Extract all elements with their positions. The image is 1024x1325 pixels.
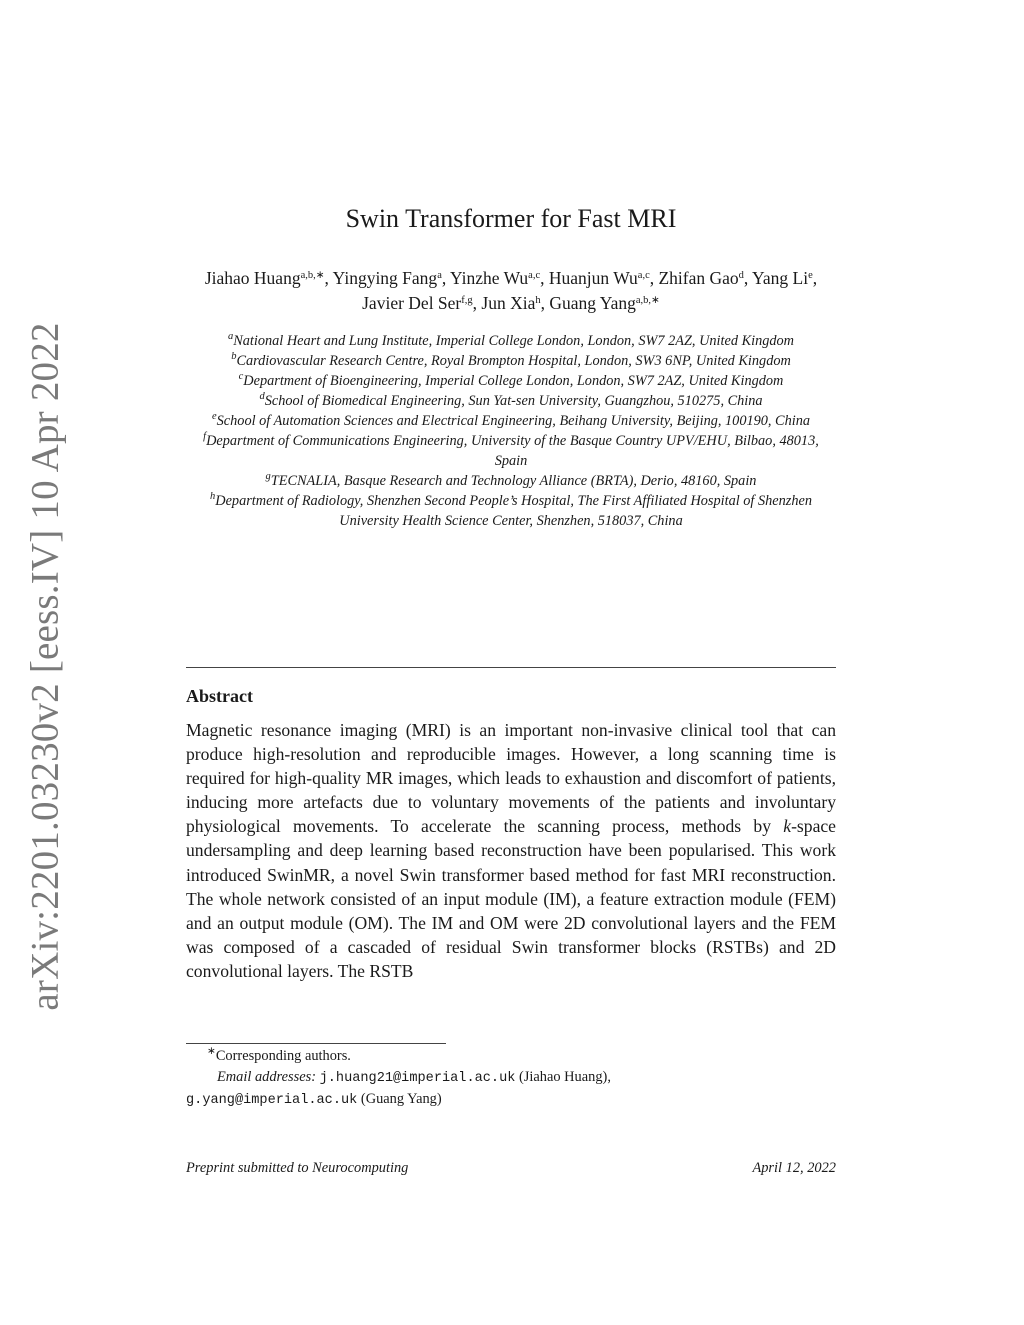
author-affiliation-mark: a,c bbox=[528, 270, 541, 281]
affiliation-text: TECNALIA, Basque Research and Technology Alliance (BRTA), Derio, 48160, Spain bbox=[270, 473, 757, 489]
author-list bbox=[186, 266, 836, 316]
affiliation-f bbox=[186, 431, 836, 471]
affiliation-g bbox=[186, 471, 836, 491]
abstract-text-part-1: Magnetic resonance imaging (MRI) is an important non-invasive clinical tool that can produce high-resolution and reproducible images. However, a long scanning time is required for high-quality MR images, which leads to exhaustion and discomfort of patients, inducing more artefacts due to voluntary movements of the patients and involuntary physiological movements. To accelerate the scanning process, methods by bbox=[186, 720, 836, 837]
arxiv-identifier: arXiv:2201.03230v2 [eess.IV] 10 Apr 2022 bbox=[23, 321, 67, 1011]
affiliation-mark: a bbox=[227, 331, 234, 342]
footnote-separator bbox=[186, 1043, 446, 1044]
author-affiliation-mark: a bbox=[437, 270, 442, 281]
author-separator: , bbox=[540, 293, 550, 313]
corresponding-text: Corresponding authors. bbox=[215, 1048, 351, 1064]
email-footnote bbox=[186, 1067, 836, 1090]
author-name: Huanjun Wu bbox=[548, 268, 638, 288]
author-affiliation-mark: d bbox=[738, 270, 744, 281]
affiliation-text: Department of Bioengineering, Imperial College London, London, SW7 2AZ, United Kingdom bbox=[243, 373, 784, 389]
affiliation-mark: d bbox=[259, 391, 265, 402]
affiliation-c bbox=[186, 371, 836, 391]
affiliation-h bbox=[186, 491, 836, 531]
author-separator: , bbox=[472, 293, 482, 313]
author-separator: , bbox=[812, 268, 818, 288]
email-label: Email addresses: bbox=[217, 1068, 316, 1085]
author-affiliation-mark: f,g bbox=[461, 295, 473, 306]
affiliation-text: School of Biomedical Engineering, Sun Yat-sen University, Guangzhou, 510275, China bbox=[264, 393, 763, 409]
author-name: Guang Yang bbox=[549, 293, 636, 313]
corresponding-footnote bbox=[186, 1046, 836, 1067]
author-name: Yang Li bbox=[752, 268, 809, 288]
footer-date: April 12, 2022 bbox=[752, 1160, 836, 1176]
author-separator: , bbox=[441, 268, 450, 288]
arxiv-sidebar bbox=[22, 321, 68, 1011]
affiliation-text: Department of Radiology, Shenzhen Second People’s Hospital, The First Affiliated Hospital of Shenzhen University Health Science Center, Shenzhen, 518037, China bbox=[215, 493, 812, 529]
affiliation-mark: h bbox=[210, 491, 216, 502]
affiliation-e bbox=[186, 411, 836, 431]
author-name: Jiahao Huang bbox=[204, 268, 301, 288]
author-separator: , bbox=[324, 268, 333, 288]
page-footer bbox=[186, 1160, 836, 1177]
footnote-mark: ∗ bbox=[207, 1046, 216, 1057]
abstract-body bbox=[186, 718, 836, 983]
author-separator: , bbox=[540, 268, 549, 288]
title-separator bbox=[186, 667, 836, 668]
email-owner-2: (Guang Yang) bbox=[357, 1091, 442, 1107]
author-name: Yingying Fang bbox=[332, 268, 438, 288]
affiliation-mark: f bbox=[203, 431, 207, 442]
affiliation-d bbox=[186, 391, 836, 411]
abstract-k-symbol: k bbox=[783, 816, 792, 837]
affiliation-a bbox=[186, 331, 836, 351]
affiliation-text: School of Automation Sciences and Electrical Engineering, Beihang University, Beijing, 100190, China bbox=[216, 413, 811, 429]
footer-journal: Preprint submitted to Neurocomputing bbox=[186, 1160, 409, 1176]
author-affiliation-mark: a,c bbox=[637, 270, 650, 281]
email-footnote-cont bbox=[186, 1089, 836, 1112]
author-affiliation-mark: a,b,∗ bbox=[635, 295, 660, 306]
author-affiliation-mark: a,b,∗ bbox=[300, 270, 325, 281]
email-owner-1: (Jiahao Huang), bbox=[515, 1068, 611, 1085]
affiliation-list bbox=[186, 331, 836, 531]
abstract-text-part-2: -space undersampling and deep learning based reconstruction have been popularised. This work introduced SwinMR, a novel Swin transformer based method for fast MRI reconstruction. The whole network consisted of an input module (IM), a feature extraction module (FEM) and an output module (OM). The IM and OM were 2D convolutional layers and the FEM was composed of a cascaded of residual Swin transformer blocks (RSTBs) and 2D convolutional layers. The RSTB bbox=[186, 816, 836, 981]
author-name: Jun Xia bbox=[481, 293, 536, 313]
author-affiliation-mark: e bbox=[808, 270, 813, 281]
affiliation-text: Cardiovascular Research Centre, Royal Brompton Hospital, London, SW3 6NP, United Kingdom bbox=[236, 353, 791, 369]
author-name: Zhifan Gao bbox=[658, 268, 739, 288]
affiliation-text: National Heart and Lung Institute, Imperial College London, London, SW7 2AZ, United Kingdom bbox=[233, 333, 794, 349]
footnotes bbox=[186, 1046, 836, 1112]
author-separator: , bbox=[649, 268, 659, 288]
affiliation-mark: e bbox=[211, 411, 217, 422]
abstract-heading: Abstract bbox=[186, 686, 253, 706]
email-link-1[interactable]: j.huang21@imperial.ac.uk bbox=[319, 1070, 516, 1086]
affiliation-b bbox=[186, 351, 836, 371]
author-name: Javier Del Ser bbox=[362, 293, 462, 313]
affiliation-mark: b bbox=[231, 351, 237, 362]
author-name: Yinzhe Wu bbox=[449, 268, 529, 288]
affiliation-text: Department of Communications Engineering, University of the Basque Country UPV/EHU, Bilbao, 48013, Spain bbox=[206, 433, 819, 469]
affiliation-mark: c bbox=[238, 371, 244, 382]
paper-title: Swin Transformer for Fast MRI bbox=[345, 204, 677, 233]
author-separator: , bbox=[743, 268, 753, 288]
email-link-2[interactable]: g.yang@imperial.ac.uk bbox=[186, 1093, 358, 1108]
author-affiliation-mark: h bbox=[535, 295, 541, 306]
abstract-paragraph bbox=[186, 718, 836, 983]
affiliation-mark: g bbox=[265, 471, 271, 482]
